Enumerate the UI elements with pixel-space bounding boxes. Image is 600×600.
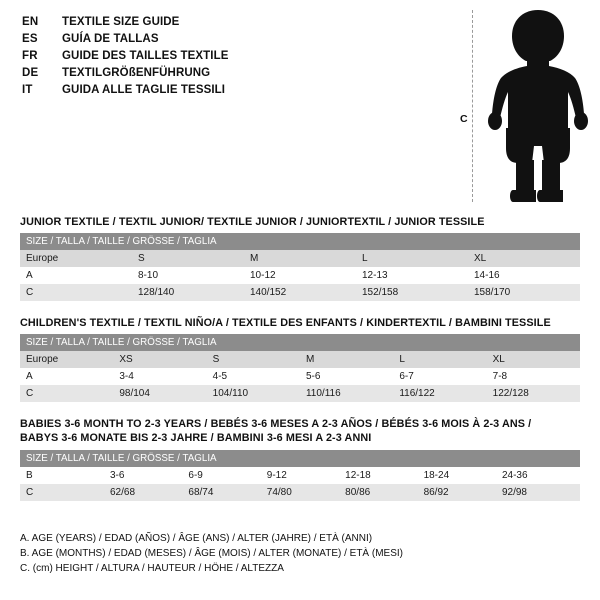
legend-block xyxy=(20,531,580,576)
cell: 98/104 xyxy=(113,385,206,402)
cell: 8-10 xyxy=(132,267,244,284)
cell: 6-7 xyxy=(393,368,486,385)
measurement-figure xyxy=(450,8,590,204)
cell: 68/74 xyxy=(182,484,260,501)
cell: 122/128 xyxy=(487,385,580,402)
language-title: GUIDE DES TAILLES TEXTILE xyxy=(62,50,229,62)
section-title: BABIES 3-6 MONTH TO 2-3 YEARS / BEBÉS 3-6 MESES A 2-3 AÑOS / BÉBÉS 3-6 MOIS À 2-3 ANS / xyxy=(20,418,532,430)
language-code: FR xyxy=(22,50,38,62)
cell: 12-13 xyxy=(356,267,468,284)
table-row xyxy=(20,484,580,501)
language-row-de xyxy=(22,65,442,82)
toddler-silhouette-icon xyxy=(486,8,590,204)
row-label: C xyxy=(20,484,104,501)
cell: 92/98 xyxy=(496,484,580,501)
cell: 18-24 xyxy=(418,467,496,484)
section-title: CHILDREN'S TEXTILE / TEXTIL NIÑO/A / TEXTILE DES ENFANTS / KINDERTEXTIL / BAMBINI TESSILE xyxy=(20,317,551,329)
language-code: DE xyxy=(22,67,39,79)
cell: 10-12 xyxy=(244,267,356,284)
row-label: A xyxy=(20,267,132,284)
cell: XL xyxy=(468,250,580,267)
height-guide-line xyxy=(472,10,473,202)
cell: 12-18 xyxy=(339,467,417,484)
cell: 24-36 xyxy=(496,467,580,484)
language-title: GUÍA DE TALLAS xyxy=(62,33,159,45)
language-title: GUIDA ALLE TAGLIE TESSILI xyxy=(62,84,226,96)
children-size-table xyxy=(20,334,580,402)
cell: 140/152 xyxy=(244,284,356,301)
cell: 116/122 xyxy=(393,385,486,402)
table-header-row xyxy=(20,450,580,467)
language-code: ES xyxy=(22,33,38,45)
table-header-label: SIZE / TALLA / TAILLE / GRÖSSE / TAGLIA xyxy=(20,450,580,467)
legend-line-a: A. AGE (YEARS) / EDAD (AÑOS) / ÂGE (ANS) / ALTER (JAHRE) / ETÀ (ANNI) xyxy=(20,533,373,544)
table-row xyxy=(20,284,580,301)
cell: 7-8 xyxy=(487,368,580,385)
cell: S xyxy=(207,351,300,368)
table-header-label: SIZE / TALLA / TAILLE / GRÖSSE / TAGLIA xyxy=(20,233,580,250)
cell: 152/158 xyxy=(356,284,468,301)
cell: 14-16 xyxy=(468,267,580,284)
height-measure-label: C xyxy=(460,113,468,125)
cell: L xyxy=(356,250,468,267)
table-row xyxy=(20,368,580,385)
cell: XL xyxy=(487,351,580,368)
language-row-es xyxy=(22,31,442,48)
cell: 74/80 xyxy=(261,484,339,501)
language-title: TEXTILE SIZE GUIDE xyxy=(62,16,180,28)
section-title: JUNIOR TEXTILE / TEXTIL JUNIOR/ TEXTILE JUNIOR / JUNIORTEXTIL / JUNIOR TESSILE xyxy=(20,216,485,228)
table-row xyxy=(20,467,580,484)
language-header xyxy=(22,14,442,99)
cell: S xyxy=(132,250,244,267)
table-row xyxy=(20,267,580,284)
cell: 158/170 xyxy=(468,284,580,301)
cell: 104/110 xyxy=(207,385,300,402)
cell: 6-9 xyxy=(182,467,260,484)
row-label: Europe xyxy=(20,351,113,368)
language-row-en xyxy=(22,14,442,31)
row-label: C xyxy=(20,385,113,402)
cell: 9-12 xyxy=(261,467,339,484)
cell: 3-6 xyxy=(104,467,182,484)
table-row xyxy=(20,385,580,402)
cell: 4-5 xyxy=(207,368,300,385)
language-code: EN xyxy=(22,16,39,28)
cell: 62/68 xyxy=(104,484,182,501)
row-label: Europe xyxy=(20,250,132,267)
section-childrens-textile xyxy=(20,317,580,402)
cell: 5-6 xyxy=(300,368,393,385)
cell: L xyxy=(393,351,486,368)
cell: 3-4 xyxy=(113,368,206,385)
language-row-fr xyxy=(22,48,442,65)
table-row xyxy=(20,351,580,368)
table-header-row xyxy=(20,334,580,351)
cell: 80/86 xyxy=(339,484,417,501)
row-label: B xyxy=(20,467,104,484)
language-row-it xyxy=(22,82,442,99)
cell: 86/92 xyxy=(418,484,496,501)
legend-line-c: C. (cm) HEIGHT / ALTURA / HAUTEUR / HÖHE / ALTEZZA xyxy=(20,563,284,574)
table-header-label: SIZE / TALLA / TAILLE / GRÖSSE / TAGLIA xyxy=(20,334,580,351)
section-title-line2: BABYS 3-6 MONATE BIS 2-3 JAHRE / BAMBINI 3-6 MESI A 2-3 ANNI xyxy=(20,432,372,444)
cell: 128/140 xyxy=(132,284,244,301)
section-babies-textile xyxy=(20,418,580,501)
table-header-row xyxy=(20,233,580,250)
cell: M xyxy=(244,250,356,267)
cell: 110/116 xyxy=(300,385,393,402)
row-label: C xyxy=(20,284,132,301)
babies-size-table xyxy=(20,450,580,501)
language-code: IT xyxy=(22,84,33,96)
legend-line-b: B. AGE (MONTHS) / EDAD (MESES) / ÂGE (MOIS) / ALTER (MONATE) / ETÀ (MESI) xyxy=(20,548,403,559)
cell: M xyxy=(300,351,393,368)
row-label: A xyxy=(20,368,113,385)
language-title: TEXTILGRÖßENFÜHRUNG xyxy=(62,67,211,79)
table-row xyxy=(20,250,580,267)
cell: XS xyxy=(113,351,206,368)
section-junior-textile xyxy=(20,216,580,301)
junior-size-table xyxy=(20,233,580,301)
